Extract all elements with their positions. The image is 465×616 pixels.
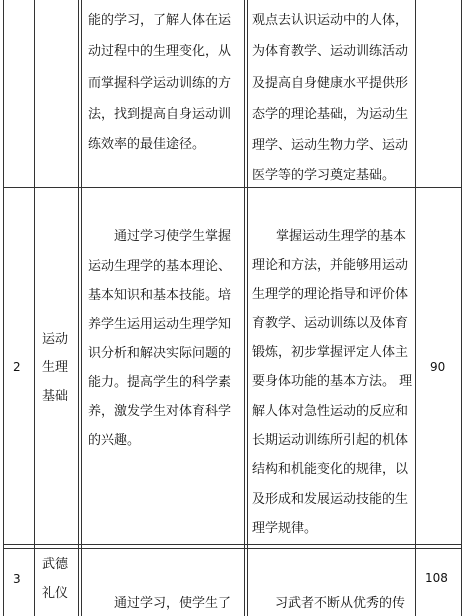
goal-line: 养，激发学生对体育科学: [88, 404, 232, 419]
course-name-line: 武德: [42, 557, 69, 572]
course-name-line: 生理: [42, 360, 69, 375]
table-border-right: [461, 0, 462, 616]
content-line: 生理学的理论指导和评价体: [252, 287, 409, 302]
row-number: 2: [13, 360, 21, 374]
content-line: 及形成和发展运动技能的生: [252, 492, 409, 507]
column-divider: [244, 0, 245, 616]
goal-line: 练效率的最佳途径。: [88, 137, 206, 152]
goal-line: 能力。提高学生的科学素: [88, 375, 232, 390]
row-divider: [3, 544, 462, 545]
column-divider: [78, 0, 79, 616]
goal-line: 通过学习，使学生了: [114, 596, 232, 611]
goal-line: 能的学习，了解人体在运: [88, 13, 232, 28]
column-divider: [34, 0, 35, 616]
content-line: 态学的理论基础，为运动生: [252, 107, 409, 122]
goal-line: 法，找到提高自身运动训: [88, 107, 232, 122]
content-line: 锻炼，初步掌握评定人体主: [252, 345, 409, 360]
column-divider: [247, 0, 248, 616]
content-line: 为体育教学、运动训练活动: [252, 44, 409, 59]
content-line: 长期运动训练所引起的机体: [252, 433, 409, 448]
content-line: 医学等的学习奠定基础。: [252, 168, 396, 183]
hours-value: 108: [425, 571, 448, 585]
content-line: 理学、运动生物力学、运动: [252, 138, 409, 153]
goal-line: 识分析和解决实际问题的: [88, 346, 232, 361]
goal-line: 而掌握科学运动训练的方: [88, 76, 232, 91]
goal-line: 运动生理学的基本理论、: [88, 259, 232, 274]
content-line: 观点去认识运动中的人体，: [252, 13, 409, 28]
goal-line: 基本知识和基本技能。培: [88, 288, 232, 303]
goal-line: 养学生运用运动生理学知: [88, 317, 232, 332]
goal-line: 通过学习使学生掌握: [114, 229, 232, 244]
table-border-left: [3, 0, 4, 616]
column-divider: [415, 0, 416, 616]
content-line: 理论和方法，并能够用运动: [252, 258, 409, 273]
row-divider: [3, 548, 462, 549]
content-line: 解人体对急性运动的反应和: [252, 404, 409, 419]
column-divider: [81, 0, 82, 616]
hours-value: 90: [430, 360, 446, 374]
content-line: 结构和机能变化的规律，以: [252, 462, 409, 477]
content-line: 育教学、运动训练以及体育: [252, 316, 409, 331]
content-line: 及提高自身健康水平提供形: [252, 76, 409, 91]
content-line: 习武者不断从优秀的传: [275, 596, 406, 611]
goal-line: 动过程中的生理变化，从: [88, 44, 232, 59]
content-line: 要身体功能的基本方法。 理: [252, 374, 413, 389]
content-line: 掌握运动生理学的基本: [276, 229, 407, 244]
row-divider: [3, 187, 462, 188]
goal-line: 的兴趣。: [88, 433, 141, 448]
content-line: 理学规律。: [252, 521, 318, 536]
course-name-line: 运动: [42, 332, 69, 347]
course-name-line: 基础: [42, 389, 69, 404]
course-name-line: 礼仪: [42, 586, 69, 601]
row-number: 3: [13, 572, 21, 586]
